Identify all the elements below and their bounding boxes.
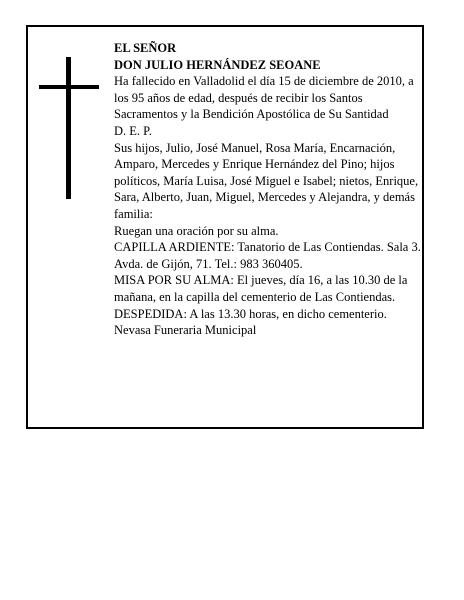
cross-horizontal-bar [39, 85, 99, 89]
notice-title-line1: EL SEÑOR [114, 41, 177, 55]
prayer-request: Ruegan una oración por su alma. [114, 223, 279, 238]
farewell-info: DESPEDIDA: A las 13.30 horas, en dicho cementerio. [114, 306, 387, 321]
cross-vertical-bar [66, 57, 71, 199]
funeral-home: Nevasa Funeraria Municipal [114, 323, 257, 338]
death-announcement: Ha fallecido en Valladolid el día 15 de diciembre de 2010, a los 95 años de edad, después de recibir los Santos Sacramentos y la Bendición Apostólica de Su Santidad [114, 74, 414, 122]
cross-icon [28, 27, 29, 28]
obituary-notice [26, 25, 424, 429]
family-members: Sus hijos, Julio, José Manuel, Rosa María, Encarnación, Amparo, Mercedes y Enrique Hernández del Pino; hijos políticos, María Luisa, José Miguel e Isabel; nietos, Enrique, Sara, Alberto, Juan, Miguel, Mercedes y Alejandra, y demás familia: [114, 140, 419, 221]
notice-text [114, 40, 424, 339]
rest-in-peace: D. E. P. [114, 123, 152, 138]
deceased-name: DON JULIO HERNÁNDEZ SEOANE [114, 57, 321, 72]
mass-info: MISA POR SU ALMA: El jueves, día 16, a las 10.30 de la mañana, en la capilla del cementerio de Las Contiendas. [114, 273, 408, 304]
chapel-info: CAPILLA ARDIENTE: Tanatorio de Las Contiendas. Sala 3. Avda. de Gijón, 71. Tel.: 983 360405. [114, 240, 421, 271]
